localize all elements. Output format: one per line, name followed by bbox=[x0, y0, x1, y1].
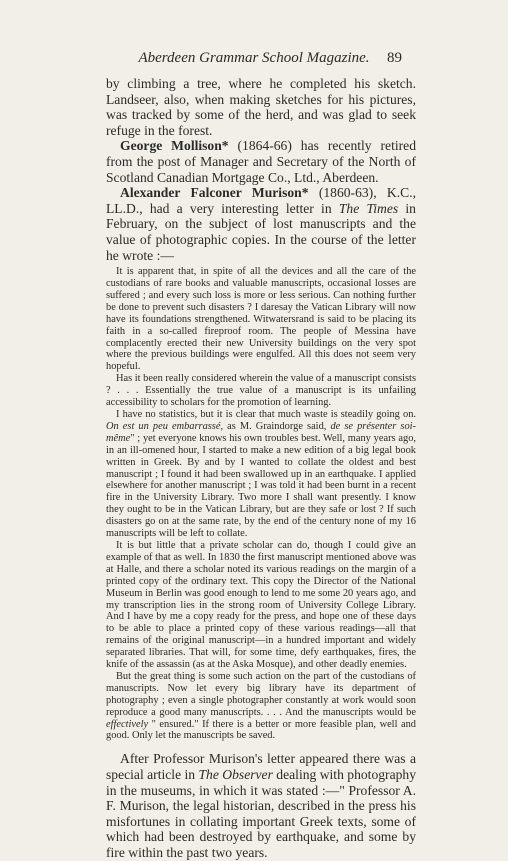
quote-text: , as M. Graindorge said, bbox=[220, 420, 331, 432]
quote-text: I have no statistics, but it is clear that much waste is steadily going on. bbox=[116, 409, 416, 420]
quote-text: " ensured." If there is a better or more feasible plan, well and good. Only let the manuscripts be saved. bbox=[106, 718, 416, 742]
page-header bbox=[0, 50, 508, 70]
quote-paragraph: It is but little that a private scholar can do, though I could give an example of that as well. In 1830 the first manuscript mentioned above was at Halle, and there a scholar noted its various readings on the margin of a printed copy of the ordinary text. This copy the Director of the National Museum in Berlin was good enough to lend to me some 20 years ago, and my transcription lies in the strong room of University College Library. And I have by me a copy ready for the press, and hope one of these days to be able to place a printed copy of these various readings—all that remains of the original manuscript—in a hundred important and widely separated libraries. That will, for some time, defy earthquakes, fires, the knife of the assassin (as at the Aska Mosque), and other deadly enemies. bbox=[106, 539, 416, 671]
quote-italic: On est un peu embarrassé bbox=[106, 420, 221, 432]
newspaper-title: The Times bbox=[338, 200, 399, 216]
paragraph-landseer: by climbing a tree, where he completed his sketch. Landseer, also, when making sketches for his pictures, was tracked by some of the herd, and was glad to seek refuge in the forest. bbox=[106, 76, 416, 138]
paragraph-mollison bbox=[106, 138, 416, 185]
paragraph-observer bbox=[106, 751, 416, 860]
newspaper-title: The Observer bbox=[198, 766, 273, 782]
paragraph-text: (1860-63), K.C., LL.D., had a very interesting letter in bbox=[106, 185, 416, 216]
closing-paragraph-block bbox=[106, 751, 416, 860]
person-name: Alexander Falconer Murison* bbox=[120, 185, 309, 201]
quoted-letter bbox=[106, 266, 416, 742]
paragraph-text: (1864-66) has recently retired from the post of Manager and Secretary of the North of Scotland Canadian Mortgage Co., Ltd., Aberdeen. bbox=[106, 138, 416, 185]
page-body bbox=[106, 76, 416, 861]
quote-text: " ; yet everyone knows his own troubles best. Well, many years ago, in an ill-omened hour, I started to make a new edition of a big legal book written in Greek. By and by I wanted to collate the oldest and best manuscript ; I found it had been swallowed up in an earthquake. I applied elsewhere for another manuscript ; I was told it had been burnt in a recent fire in the University Library. Two more I shall want presently. I know they ought to be in the Vatican Library, but are they safe or lost ? If such disasters go on at the same rate, by the end of the century none of my 16 manuscripts will be left to collate. bbox=[106, 432, 416, 540]
quote-paragraph bbox=[106, 671, 416, 742]
quote-italic: effectively bbox=[106, 718, 149, 730]
opening-paragraphs bbox=[106, 76, 416, 263]
running-title: Aberdeen Grammar School Magazine. bbox=[138, 50, 370, 66]
quote-paragraph: Has it been really considered wherein the value of a manuscript consists ? . . . Essentially the true value of a manuscript is its unfailing accessibility to scholars for the promotion of learning. bbox=[106, 373, 416, 409]
page-number: 89 bbox=[387, 50, 402, 66]
paragraph-murison bbox=[106, 185, 416, 263]
quote-paragraph bbox=[106, 409, 416, 540]
paragraph-text: After Professor Murison's letter appeared there was a special article in bbox=[106, 751, 416, 782]
quote-paragraph: It is apparent that, in spite of all the devices and all the care of the custodians of rare books and valuable manuscripts, occasional losses are suffered ; and every such loss is more or less serious. Can nothing further be done to prevent such disasters ? I daresay the Vatican Library will now have its foundations strengthened. Witwatersrand is said to be placing its faith in a so-called fireproof room. The people of Messina have complacently erected their new University buildings on the very spot where the previous buildings were engulfed. All this does not seem very hopeful. bbox=[106, 266, 416, 373]
quote-italic: de se présenter soi-même bbox=[106, 420, 416, 444]
paragraph-text: dealing with photography in the museums, in which it was stated :—" Professor A. F. Murison, the legal historian, described in the press his misfortunes in collating important Greek texts, some of which had been destroyed by earthquake, and some by fire within the past two years. bbox=[106, 766, 417, 860]
person-name: George Mollison* bbox=[120, 138, 229, 154]
quote-text: But the great thing is some such action on the part of the custodians of manuscripts. Now let every big library have its department of photography ; even a single photographer constantly at work would soon reproduce a good many manuscripts. . . . And the manuscripts would be bbox=[106, 670, 416, 718]
paragraph-text: in February, on the subject of lost manuscripts and the value of photographic copies. In the course of the letter he wrote :— bbox=[106, 200, 416, 263]
